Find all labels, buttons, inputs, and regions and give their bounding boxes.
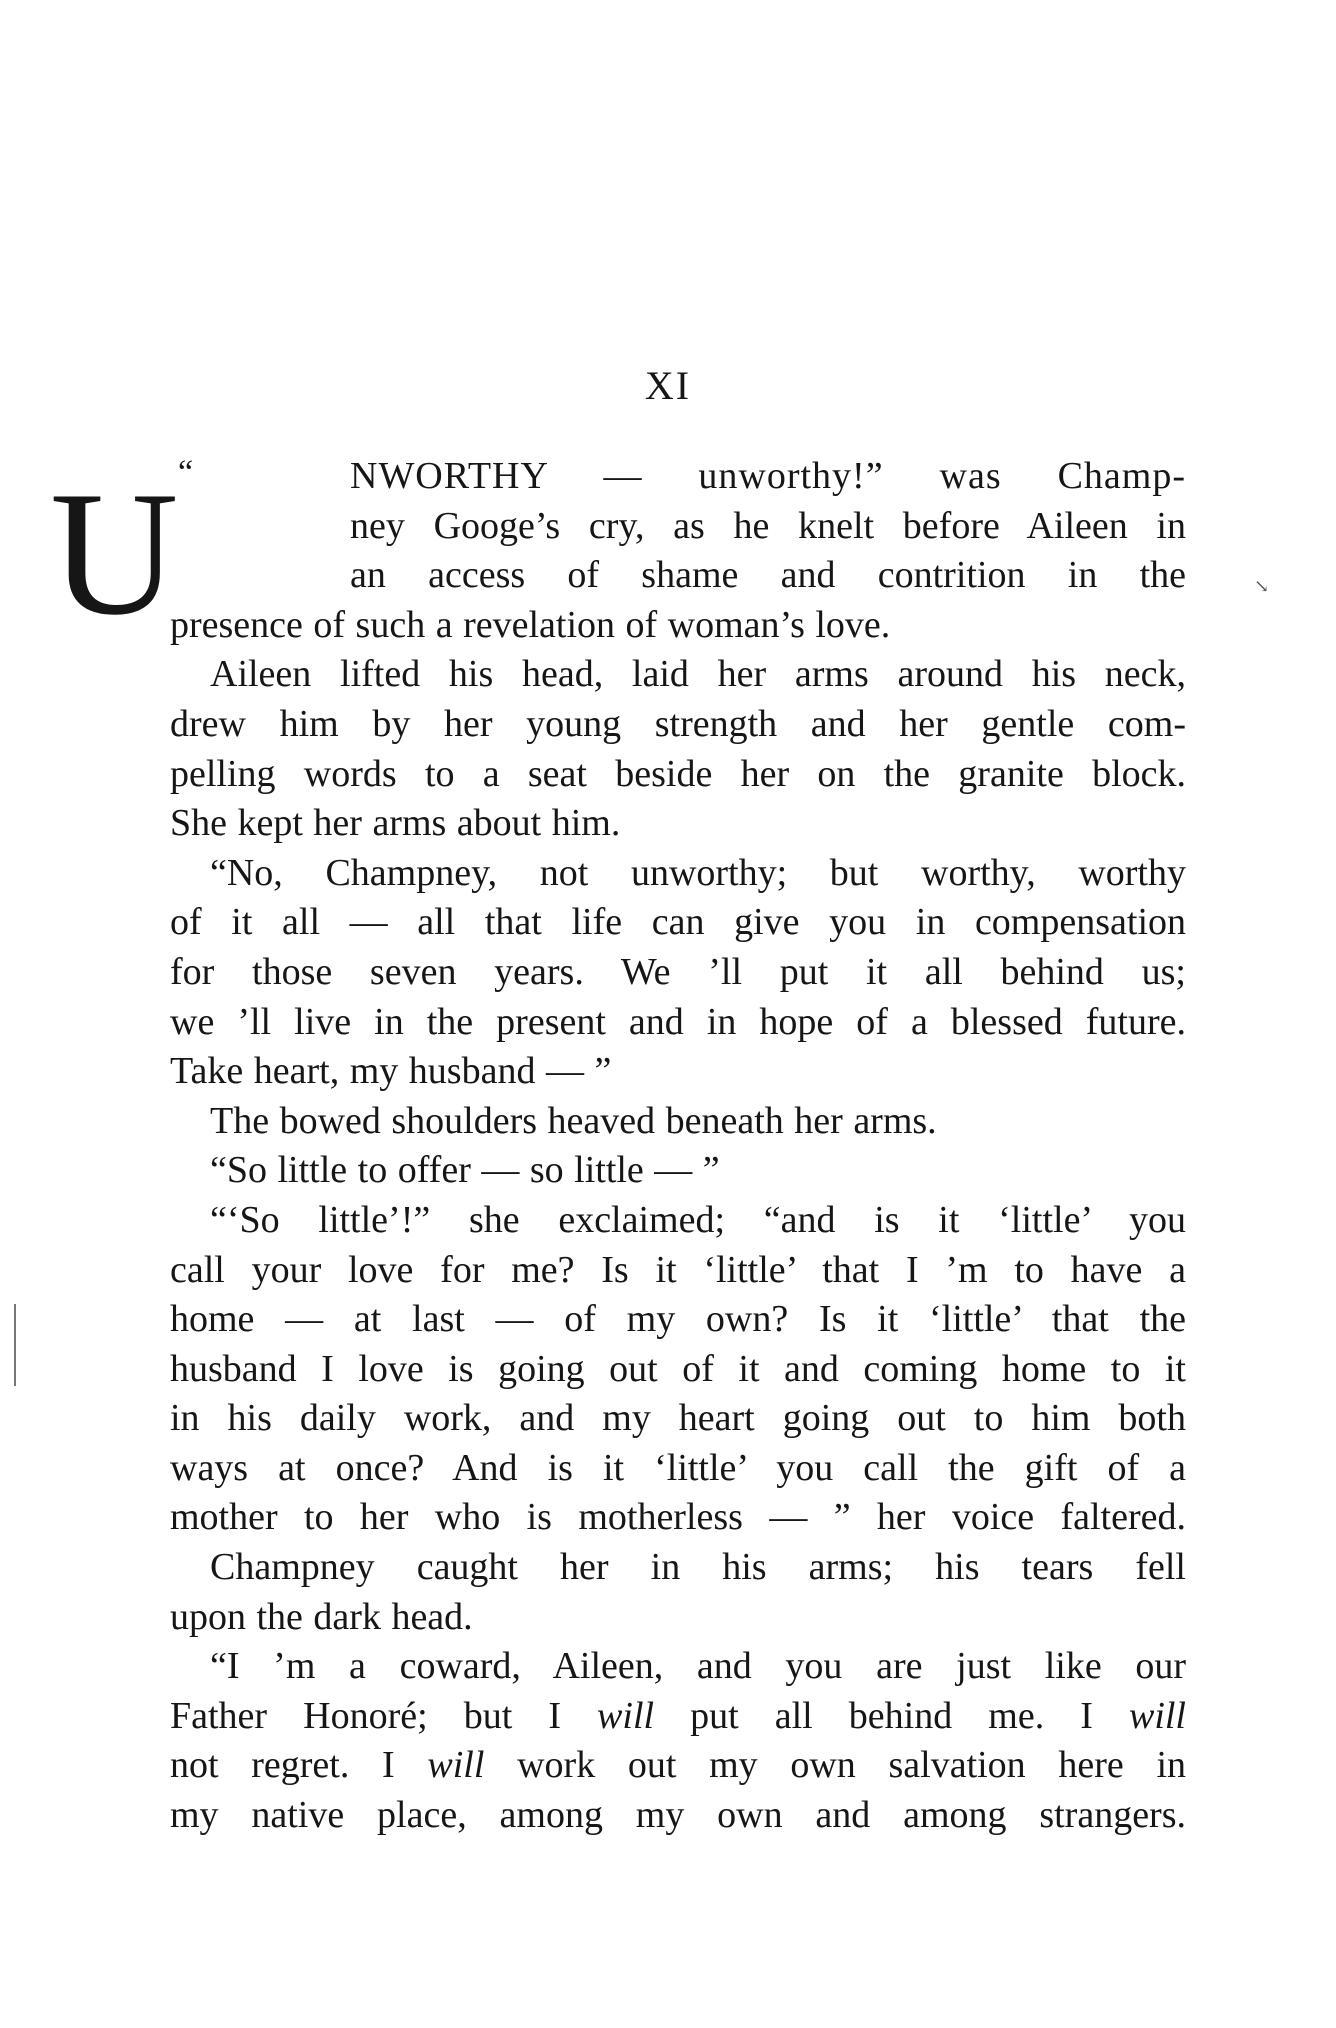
- text-segment: in his daily work, and my heart going out to him both: [170, 1397, 1186, 1440]
- text-line: [170, 1345, 1186, 1395]
- text-line: [170, 601, 1186, 651]
- text-segment: drew him by her young strength and her gentle com-: [170, 702, 1186, 745]
- text-line: [170, 1593, 1186, 1643]
- text-line: [170, 1444, 1186, 1494]
- text-segment: Aileen lifted his head, laid her arms around his neck,: [210, 653, 1186, 696]
- text-segment: NWORTHY — unworthy!” was Champ-: [350, 455, 1186, 497]
- text-segment: for those seven years. We ’ll put it all behind us;: [170, 950, 1186, 993]
- chapter-body-text: [170, 452, 1186, 1841]
- text-segment: call your love for me? Is it ‘little’ that I ’m to have a: [170, 1248, 1186, 1291]
- text-segment: pelling words to a seat beside her on the granite block.: [170, 752, 1186, 795]
- text-line: [170, 1394, 1186, 1444]
- text-segment: home — at last — of my own? Is it ‘little’ that the: [170, 1298, 1186, 1341]
- text-segment: an access of shame and contrition in the: [350, 554, 1186, 597]
- margin-speck: ↘: [1254, 576, 1270, 596]
- opening-quote-mark: “: [178, 454, 194, 491]
- text-line: [170, 1791, 1186, 1841]
- text-line: [170, 1196, 1186, 1246]
- text-line: [170, 1047, 1186, 1097]
- text-segment: The bowed shoulders heaved beneath her arms.: [210, 1099, 937, 1142]
- text-segment: She kept her arms about him.: [170, 802, 621, 845]
- italic-emphasis: will: [1128, 1694, 1186, 1737]
- text-line: [170, 452, 1186, 502]
- text-line: [170, 650, 1186, 700]
- text-line: [170, 750, 1186, 800]
- text-line: [170, 1246, 1186, 1296]
- text-line: [170, 1642, 1186, 1692]
- text-segment: Take heart, my husband — ”: [170, 1050, 612, 1093]
- text-line: [170, 1692, 1186, 1742]
- text-line: [170, 998, 1186, 1048]
- text-segment: ways at once? And is it ‘little’ you call the gift of a: [170, 1446, 1186, 1489]
- text-line: [170, 898, 1186, 948]
- text-segment: work out my own salvation here in: [484, 1744, 1186, 1787]
- text-line: [170, 849, 1186, 899]
- text-segment: we ’ll live in the present and in hope of a blessed future.: [170, 1000, 1186, 1043]
- text-line: [170, 700, 1186, 750]
- text-segment: my native place, among my own and among strangers.: [170, 1794, 1186, 1837]
- text-segment: ney Googe’s cry, as he knelt before Aileen in: [350, 504, 1186, 547]
- text-segment: Champney caught her in his arms; his tears fell: [210, 1546, 1186, 1589]
- text-segment: “I ’m a coward, Aileen, and you are just like our: [210, 1645, 1186, 1688]
- drop-cap: U: [50, 454, 179, 652]
- chapter-heading: XI: [644, 363, 692, 408]
- text-segment: “So little to offer — so little — ”: [210, 1149, 720, 1192]
- text-line: [170, 1493, 1186, 1543]
- text-line: [170, 551, 1186, 601]
- text-line: [170, 1741, 1186, 1791]
- text-segment: “No, Champney, not unworthy; but worthy, worthy: [210, 851, 1186, 894]
- text-segment: mother to her who is motherless — ” her voice faltered.: [170, 1496, 1186, 1539]
- text-line: [170, 502, 1186, 552]
- text-segment: of it all — all that life can give you in compensation: [170, 901, 1186, 944]
- text-line: [170, 1097, 1186, 1147]
- text-segment: husband I love is going out of it and coming home to it: [170, 1347, 1186, 1390]
- text-segment: not regret. I: [170, 1744, 428, 1787]
- text-line: [170, 799, 1186, 849]
- text-segment: upon the dark head.: [170, 1595, 473, 1638]
- text-line: [170, 1295, 1186, 1345]
- text-segment: presence of such a revelation of woman’s love.: [170, 603, 891, 646]
- text-line: [170, 948, 1186, 998]
- text-segment: Father Honoré; but I: [170, 1694, 598, 1737]
- margin-rule: [14, 1304, 16, 1386]
- italic-emphasis: will: [427, 1744, 485, 1787]
- text-line: [170, 1146, 1186, 1196]
- italic-emphasis: will: [597, 1694, 655, 1737]
- text-segment: “‘So little’!” she exclaimed; “and is it ‘little’ you: [210, 1198, 1186, 1241]
- text-line: [170, 1543, 1186, 1593]
- text-segment: put all behind me. I: [654, 1694, 1129, 1737]
